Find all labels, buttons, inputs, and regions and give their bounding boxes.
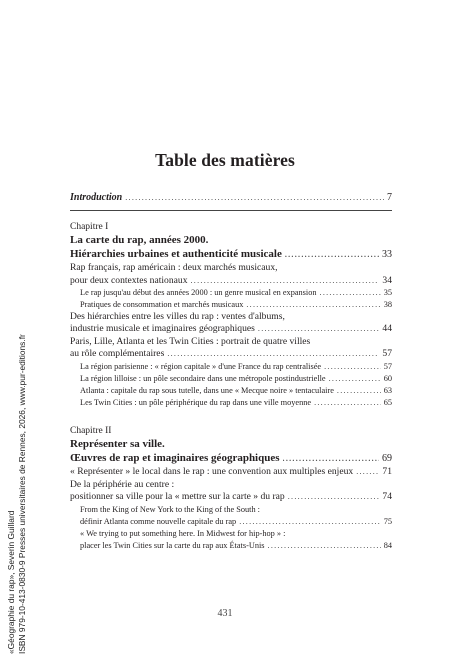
toc-entry[interactable] bbox=[70, 466, 392, 479]
toc-entry-row bbox=[70, 491, 392, 504]
leader-dots bbox=[239, 516, 381, 528]
toc-entry[interactable] bbox=[70, 397, 392, 409]
toc-entry-row bbox=[80, 299, 392, 311]
toc-entry-row bbox=[70, 275, 392, 288]
side-copyright-notice bbox=[6, 304, 32, 654]
toc-entry-page: 33 bbox=[382, 249, 392, 260]
chapter-label: Chapitre I bbox=[70, 222, 109, 232]
chapter-title-line[interactable]: La carte du rap, années 2000. bbox=[70, 234, 209, 246]
leader-dots bbox=[329, 373, 381, 385]
leader-dots bbox=[246, 299, 380, 311]
toc-entry-title: industrie musicale et imaginaires géographiques bbox=[70, 323, 255, 335]
toc-entry-line: « We trying to put something here. In Midwest for hip-hop » : bbox=[80, 528, 286, 538]
leader-dots bbox=[191, 275, 380, 288]
toc-entry-line: De la périphérie au centre : bbox=[70, 478, 175, 490]
toc-entry-title: Introduction bbox=[70, 192, 123, 203]
toc-entry-title: positionner sa ville pour la « mettre sur la carte » du rap bbox=[70, 491, 285, 503]
chapter-title-text: Hiérarchies urbaines et authenticité musicale bbox=[70, 248, 282, 260]
toc-entry[interactable] bbox=[70, 479, 392, 504]
toc-entry-row bbox=[80, 540, 392, 552]
leader-dots bbox=[285, 248, 379, 262]
toc-entry-line: From the King of New York to the King of the South : bbox=[80, 504, 260, 514]
toc-entry-line: Rap français, rap américain : deux marchés musicaux, bbox=[70, 262, 278, 273]
toc-entry-title: au rôle complémentaires bbox=[70, 348, 165, 360]
leader-dots bbox=[320, 287, 381, 299]
page-number: 431 bbox=[217, 608, 233, 619]
leader-dots bbox=[356, 466, 379, 479]
toc-entry-row bbox=[80, 373, 392, 385]
toc-entry[interactable] bbox=[70, 385, 392, 397]
toc-entry-page: 60 bbox=[383, 373, 392, 383]
toc-entry-page: 44 bbox=[382, 323, 392, 335]
leader-dots bbox=[125, 191, 384, 204]
toc-entry-page: 69 bbox=[382, 453, 392, 465]
toc-entry-page: 35 bbox=[383, 288, 392, 297]
toc-entry-title: Atlanta : capitale du rap sous tutelle, dans une « Mecque noire » tentaculaire bbox=[80, 385, 334, 395]
toc-entry[interactable] bbox=[70, 373, 392, 385]
toc-entry-title: Les Twin Cities : un pôle périphérique du rap dans une ville moyenne bbox=[80, 397, 312, 407]
leader-dots bbox=[283, 452, 379, 466]
toc-entry[interactable] bbox=[70, 528, 392, 552]
toc-entry-row bbox=[70, 323, 392, 336]
toc-entry-row bbox=[80, 287, 392, 299]
chapter-title-entry[interactable] bbox=[70, 247, 392, 262]
chapter-label: Chapitre II bbox=[70, 426, 112, 437]
section-gap bbox=[70, 408, 392, 415]
toc-entry-introduction[interactable] bbox=[70, 191, 392, 204]
chapter-title-text: Œuvres de rap et imaginaires géographiques bbox=[70, 452, 280, 465]
toc-entry-page: 57 bbox=[382, 348, 392, 360]
toc-entry-row bbox=[70, 348, 392, 361]
toc-entry-title: pour deux contextes nationaux bbox=[70, 274, 188, 286]
toc-entry-row bbox=[80, 361, 392, 373]
toc-entry-row bbox=[80, 516, 392, 528]
toc-entry[interactable] bbox=[70, 262, 392, 287]
leader-dots bbox=[324, 361, 381, 373]
page-title: Table des matières bbox=[155, 150, 295, 170]
toc-entry[interactable] bbox=[70, 361, 392, 373]
toc-entry-page: 7 bbox=[387, 192, 392, 203]
toc-entry-page: 38 bbox=[383, 299, 392, 309]
toc-entry[interactable] bbox=[70, 299, 392, 311]
toc-entry-page: 71 bbox=[382, 466, 392, 478]
side-notice-line-1: «Géographie du rap», Severin Guillard bbox=[6, 510, 16, 654]
chapter-title-entry[interactable] bbox=[70, 451, 392, 466]
toc-entry-line: Paris, Lille, Atlanta et les Twin Cities : portrait de quatre villes bbox=[70, 335, 311, 347]
toc-entry[interactable] bbox=[70, 287, 392, 299]
toc-entry-title: « Représenter » le local dans le rap : une convention aux multiples enjeux bbox=[70, 466, 354, 478]
toc-entry-title: placer les Twin Cities sur la carte du rap aux États-Unis bbox=[80, 540, 265, 550]
toc-entry-page: 34 bbox=[382, 274, 392, 286]
side-notice-line-2: ISBN 979-10-413-0830-9 Presses universitaires de Rennes, 2026, www.pur-editions.fr bbox=[17, 334, 27, 654]
leader-dots bbox=[258, 323, 380, 336]
toc-entry-page: 75 bbox=[383, 516, 392, 526]
toc-entry-title: La région lilloise : un pôle secondaire dans une métropole postindustrielle bbox=[80, 373, 326, 383]
leader-dots bbox=[167, 348, 379, 361]
toc-entry-title: La région parisienne : « région capitale » d'une France du rap centralisée bbox=[80, 361, 322, 371]
leader-dots bbox=[268, 540, 381, 552]
leader-dots bbox=[288, 491, 380, 504]
toc-entry-row bbox=[80, 385, 392, 397]
toc-entry[interactable] bbox=[70, 336, 392, 361]
leader-dots bbox=[337, 385, 381, 397]
table-of-contents bbox=[70, 191, 392, 552]
toc-entry-title: définir Atlanta comme nouvelle capitale du rap bbox=[80, 516, 237, 526]
chapter-title-line[interactable]: Représenter sa ville. bbox=[70, 438, 165, 451]
toc-entry-row bbox=[70, 466, 392, 479]
leader-dots bbox=[314, 397, 381, 409]
divider bbox=[70, 210, 392, 211]
toc-entry-page: 57 bbox=[383, 361, 392, 371]
toc-entry-line: Des hiérarchies entre les villes du rap : ventes d'albums, bbox=[70, 310, 285, 322]
toc-entry-title: Pratiques de consommation et marchés musicaux bbox=[80, 299, 244, 309]
toc-entry-page: 63 bbox=[383, 385, 392, 395]
toc-entry-page: 74 bbox=[382, 491, 392, 503]
toc-entry[interactable] bbox=[70, 504, 392, 528]
toc-entry-title: Le rap jusqu'au début des années 2000 : un genre musical en expansion bbox=[80, 288, 317, 297]
toc-entry-page: 84 bbox=[383, 540, 392, 550]
toc-entry-row bbox=[80, 397, 392, 409]
toc-entry-page: 65 bbox=[383, 397, 392, 407]
chapters-list bbox=[70, 221, 392, 552]
toc-entry[interactable] bbox=[70, 311, 392, 336]
